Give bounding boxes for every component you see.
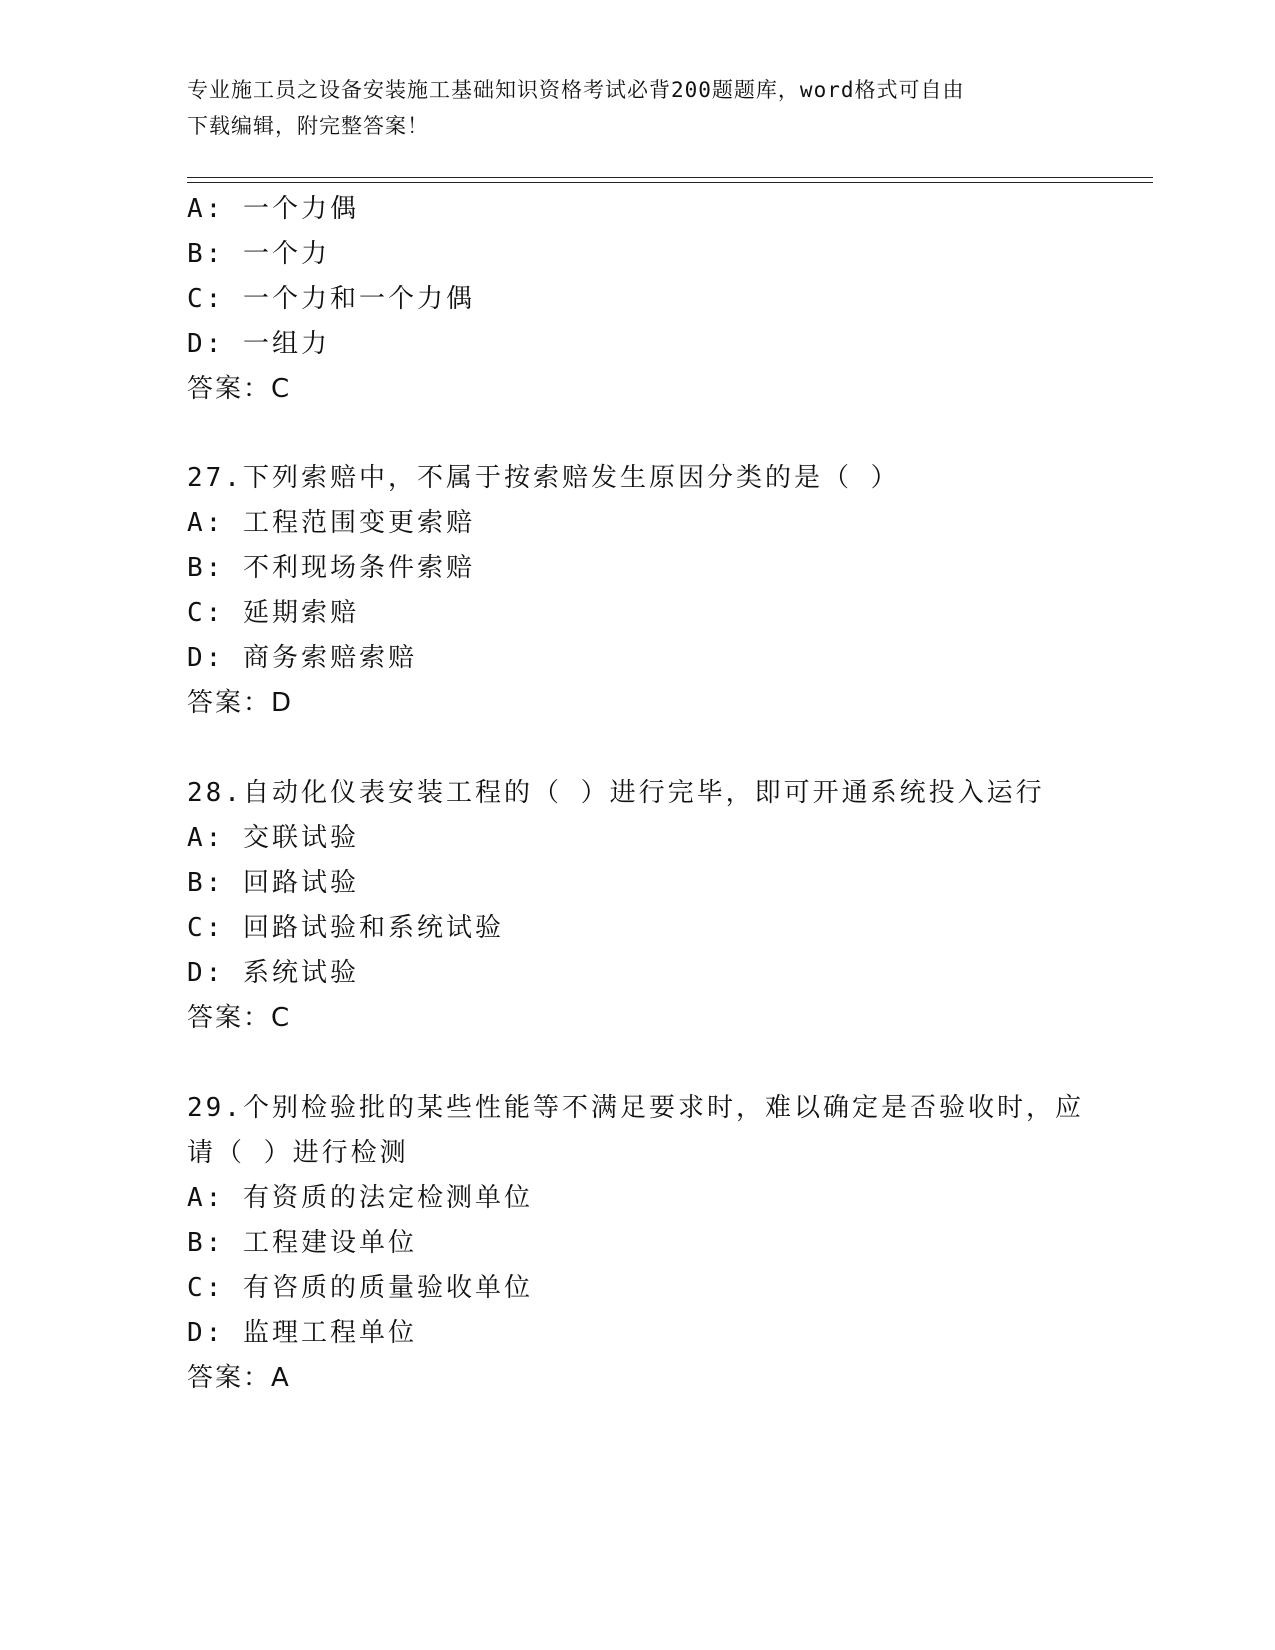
q29-question-line-1: 29.个别检验批的某些性能等不满足要求时，难以确定是否验收时，应 — [187, 1093, 1084, 1123]
q27-option-c: C: 延期索赔 — [187, 598, 359, 628]
q27-question: 27.下列索赔中，不属于按索赔发生原因分类的是（ ） — [187, 463, 900, 493]
header-divider-bottom — [187, 182, 1153, 183]
q28-option-d: D: 系统试验 — [187, 958, 359, 988]
q26-option-a: A: 一个力偶 — [187, 194, 359, 224]
q27-option-a: A: 工程范围变更索赔 — [187, 508, 475, 538]
q28-option-c: C: 回路试验和系统试验 — [187, 913, 504, 943]
q29-option-d: D: 监理工程单位 — [187, 1318, 417, 1348]
header-divider-top — [187, 177, 1153, 178]
document-header — [187, 72, 1067, 144]
q29-answer: 答案：A — [187, 1363, 291, 1393]
header-line-2: 下载编辑，附完整答案！ — [187, 114, 429, 138]
q27-option-b: B: 不利现场条件索赔 — [187, 553, 475, 583]
q29-option-a: A: 有资质的法定检测单位 — [187, 1183, 533, 1213]
q26-option-b: B: 一个力 — [187, 239, 330, 269]
q27-answer: 答案：D — [187, 688, 294, 718]
q29-question-line-2: 请（ ）进行检测 — [187, 1138, 409, 1168]
q29-option-c: C: 有咨质的质量验收单位 — [187, 1273, 533, 1303]
q28-option-b: B: 回路试验 — [187, 868, 359, 898]
q28-answer: 答案：C — [187, 1003, 292, 1033]
q26-option-d: D: 一组力 — [187, 329, 330, 359]
q27-option-d: D: 商务索赔索赔 — [187, 643, 417, 673]
q26-answer: 答案：C — [187, 374, 292, 404]
q28-question: 28.自动化仪表安装工程的（ ）进行完毕，即可开通系统投入运行 — [187, 778, 1045, 808]
header-line-1: 专业施工员之设备安装施工基础知识资格考试必背200题题库，word格式可自由 — [187, 78, 965, 102]
q28-option-a: A: 交联试验 — [187, 823, 359, 853]
q29-option-b: B: 工程建设单位 — [187, 1228, 417, 1258]
q26-option-c: C: 一个力和一个力偶 — [187, 284, 475, 314]
